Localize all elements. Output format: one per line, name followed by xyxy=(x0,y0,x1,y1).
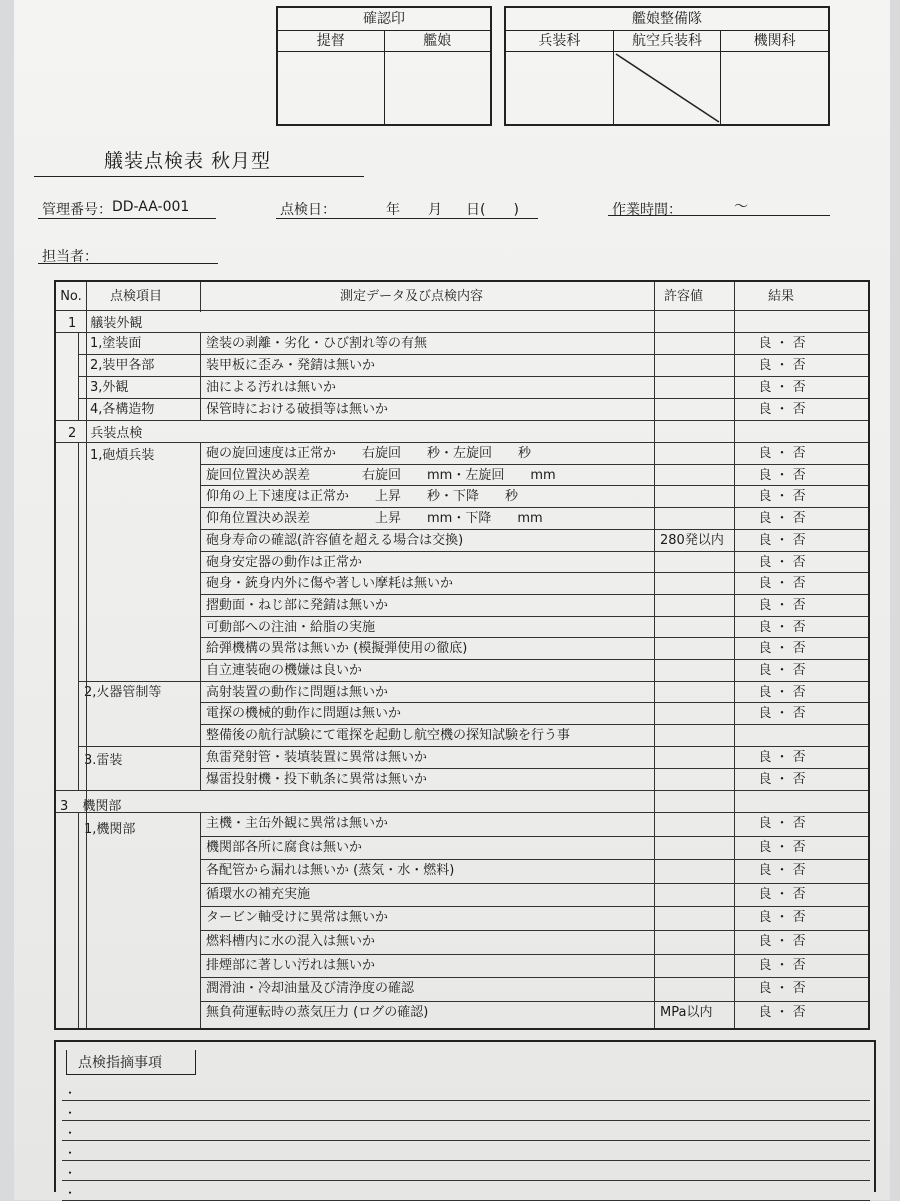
group-fire-control: 2,火器管制等 xyxy=(84,685,162,700)
row-content: 爆雷投射機・投下軌条に異常は無いか xyxy=(206,771,428,787)
confirm-stamp-title: 確認印 xyxy=(278,8,490,31)
stamp-col-air-weapons: 航空兵装科 xyxy=(614,31,722,51)
note-bullet: ・ xyxy=(64,1086,77,1100)
row-result: 良 ・ 否 xyxy=(758,597,806,613)
row-content: 仰角の上下速度は正常か 上昇 秒・下降 秒 xyxy=(206,489,519,505)
note-line[interactable] xyxy=(62,1120,870,1121)
person-underline xyxy=(38,263,218,264)
row-content: 油による汚れは無いか xyxy=(206,380,337,395)
section-2-no: 2 xyxy=(68,426,77,441)
header-result: 結果 xyxy=(768,289,795,304)
row-content: 塗装の剥離・劣化・ひび割れ等の有無 xyxy=(206,336,428,351)
header-allowance: 許容値 xyxy=(664,289,704,304)
row-content: 無負荷運転時の蒸気圧力 (ログの確認) xyxy=(206,1004,429,1020)
date-day: 日( ) xyxy=(466,202,519,218)
group-line xyxy=(78,681,200,682)
row-content: 電探の機械的動作に問題は無いか xyxy=(206,706,402,722)
row-result: 良 ・ 否 xyxy=(758,749,806,765)
inspection-table xyxy=(54,280,870,1030)
row-content: 機関部各所に腐食は無いか xyxy=(206,839,363,855)
row-result: 良 ・ 否 xyxy=(758,446,806,461)
row-content: 主機・主缶外観に異常は無いか xyxy=(206,816,389,831)
date-year: 年 xyxy=(386,202,400,218)
section-3 xyxy=(60,796,121,817)
header-content: 測定データ及び点検内容 xyxy=(340,289,484,304)
row-result: 良 ・ 否 xyxy=(758,863,806,879)
row-result: 良 ・ 否 xyxy=(758,619,806,635)
row-content: 自立連装砲の機嫌は良いか xyxy=(206,663,363,678)
note-bullet: ・ xyxy=(64,1146,77,1160)
row-result: 良 ・ 否 xyxy=(758,684,806,700)
row-result: 良 ・ 否 xyxy=(758,981,806,997)
group-line xyxy=(78,354,200,355)
row-content: 旋回位置決め誤差 右旋回 mm・左旋回 mm xyxy=(206,467,556,483)
row-result: 良 ・ 否 xyxy=(758,1004,806,1020)
row-content: 仰角位置決め誤差 上昇 mm・下降 mm xyxy=(206,511,543,527)
work-time-label: 作業時間： xyxy=(612,202,682,218)
group-guns: 1,砲熕兵装 xyxy=(90,448,155,463)
stamp-col-admiral: 提督 xyxy=(278,31,385,51)
note-bullet: ・ xyxy=(64,1166,77,1180)
row-content: 潤滑油・冷却油量及び清浄度の確認 xyxy=(206,981,415,997)
row-result: 良 ・ 否 xyxy=(758,402,806,417)
row-result: 良 ・ 否 xyxy=(758,489,806,505)
section-line xyxy=(56,790,868,791)
note-bullet: ・ xyxy=(64,1186,77,1200)
group-engine: 1,機関部 xyxy=(84,822,136,837)
header-line xyxy=(56,310,868,311)
person-label: 担当者： xyxy=(42,249,98,265)
stamp-cell-crossed xyxy=(614,52,722,124)
doc-title: 艤装点検表 秋月型 xyxy=(104,150,272,172)
row-result: 良 ・ 否 xyxy=(758,706,806,722)
row-result: 良 ・ 否 xyxy=(758,934,806,949)
stamp-col-shipgirl: 艦娘 xyxy=(423,33,452,49)
col-line-content xyxy=(654,282,655,1028)
col-line-sub xyxy=(78,812,79,1028)
row-result: 良 ・ 否 xyxy=(758,839,806,855)
date-label: 点検日： xyxy=(280,202,336,218)
team-stamp-title: 艦娘整備隊 xyxy=(506,8,828,31)
section-3-name: 機関部 xyxy=(82,799,122,814)
row-result: 良 ・ 否 xyxy=(758,532,806,548)
section-3-no: 3 xyxy=(60,799,69,814)
header-item: 点検項目 xyxy=(110,289,163,304)
row-content: 排煙部に著しい汚れは無いか xyxy=(206,957,376,973)
section-2-name: 兵装点検 xyxy=(90,426,143,441)
row-content: 可動部への注油・給脂の実施 xyxy=(206,619,376,635)
col-line-sub xyxy=(78,442,79,790)
date-underline xyxy=(276,218,538,219)
row-content: 砲身寿命の確認(許容値を超える場合は交換) xyxy=(206,532,464,548)
notes-title: 点検指摘事項 xyxy=(78,1055,162,1071)
row-content: 砲身・銃身内外に傷や著しい摩耗は無いか xyxy=(206,576,454,592)
row-result: 良 ・ 否 xyxy=(758,957,806,973)
group-line xyxy=(78,398,200,399)
row-result: 良 ・ 否 xyxy=(758,641,806,657)
notes-box xyxy=(54,1040,876,1200)
row-result: 良 ・ 否 xyxy=(758,511,806,527)
row-result: 良 ・ 否 xyxy=(758,576,806,592)
col-line-item xyxy=(200,812,201,1028)
row-content: 砲の旋回速度は正常か 右旋回 秒・左旋回 秒 xyxy=(206,446,532,461)
row-content: 保管時における破損等は無いか xyxy=(206,402,389,417)
note-bullet: ・ xyxy=(64,1126,77,1140)
work-time-underline xyxy=(608,215,830,216)
row-result: 良 ・ 否 xyxy=(758,816,806,831)
row-content: 摺動面・ねじ部に発錆は無いか xyxy=(206,597,389,613)
section-2 xyxy=(68,423,142,444)
document-page xyxy=(14,0,890,1200)
mgmt-no-label: 管理番号： xyxy=(42,202,112,218)
group-paint: 1,塗装面 xyxy=(90,336,142,351)
stamp-col-weapons: 兵装科 xyxy=(506,31,614,51)
date-month: 月 xyxy=(428,202,442,218)
section-1-name: 艤装外観 xyxy=(90,316,143,331)
stamp-cell xyxy=(721,52,828,124)
col-line-no xyxy=(86,282,87,1028)
work-time-sep: ～ xyxy=(734,199,748,215)
section-1-no: 1 xyxy=(68,316,77,331)
team-stamp-box xyxy=(504,6,830,126)
stamp-cell xyxy=(278,52,385,124)
row-result: 良 ・ 否 xyxy=(758,358,806,373)
note-line[interactable] xyxy=(62,1140,870,1141)
header-no: No. xyxy=(60,289,82,304)
note-line[interactable] xyxy=(62,1180,870,1181)
section-line xyxy=(56,420,868,421)
mgmt-no-underline xyxy=(38,218,216,219)
row-content: 給弾機構の異常は無いか (模擬弾使用の徹底) xyxy=(206,641,468,657)
row-result: 良 ・ 否 xyxy=(758,380,806,395)
row-allowance: 280発以内 xyxy=(660,532,724,548)
group-exterior: 3,外観 xyxy=(90,380,129,395)
row-result: 良 ・ 否 xyxy=(758,771,806,787)
row-result: 良 ・ 否 xyxy=(758,910,806,926)
row-result: 良 ・ 否 xyxy=(758,886,806,902)
group-line xyxy=(78,746,200,747)
col-line-allow xyxy=(734,282,735,1028)
group-armor: 2,装甲各部 xyxy=(90,358,155,373)
row-allowance: MPa以内 xyxy=(660,1004,713,1020)
note-line[interactable] xyxy=(62,1100,870,1101)
confirm-stamp-box xyxy=(276,6,492,126)
group-torpedo: 3.雷装 xyxy=(84,753,123,768)
stamp-cell xyxy=(385,52,491,124)
row-result: 良 ・ 否 xyxy=(758,336,806,351)
note-bullet: ・ xyxy=(64,1106,77,1120)
title-underline xyxy=(34,176,364,177)
row-result: 良 ・ 否 xyxy=(758,663,806,678)
row-content: 燃料槽内に水の混入は無いか xyxy=(206,934,376,949)
row-content: 魚雷発射管・装填装置に異常は無いか xyxy=(206,749,428,765)
stamp-cell xyxy=(506,52,614,124)
row-content: タービン軸受けに異常は無いか xyxy=(206,910,389,926)
mgmt-no-value: DD-AA-001 xyxy=(112,199,190,215)
row-content: 装甲板に歪み・発錆は無いか xyxy=(206,358,376,373)
row-result: 良 ・ 否 xyxy=(758,467,806,483)
section-1 xyxy=(68,313,142,334)
group-structure: 4,各構造物 xyxy=(90,402,155,417)
row-content: 各配管から漏れは無いか (蒸気・水・燃料) xyxy=(206,863,455,879)
col-line-item xyxy=(200,282,201,312)
note-line[interactable] xyxy=(62,1160,870,1161)
row-result: 良 ・ 否 xyxy=(758,554,806,570)
row-content: 砲身安定器の動作は正常か xyxy=(206,554,363,570)
stamp-col-engine: 機関科 xyxy=(753,33,796,49)
diagonal-slash xyxy=(614,52,721,124)
row-content: 循環水の補充実施 xyxy=(206,886,311,902)
group-line xyxy=(78,376,200,377)
row-content: 整備後の航行試験にて電探を起動し航空機の探知試験を行う事 xyxy=(206,728,571,744)
row-content: 高射装置の動作に問題は無いか xyxy=(206,684,389,700)
